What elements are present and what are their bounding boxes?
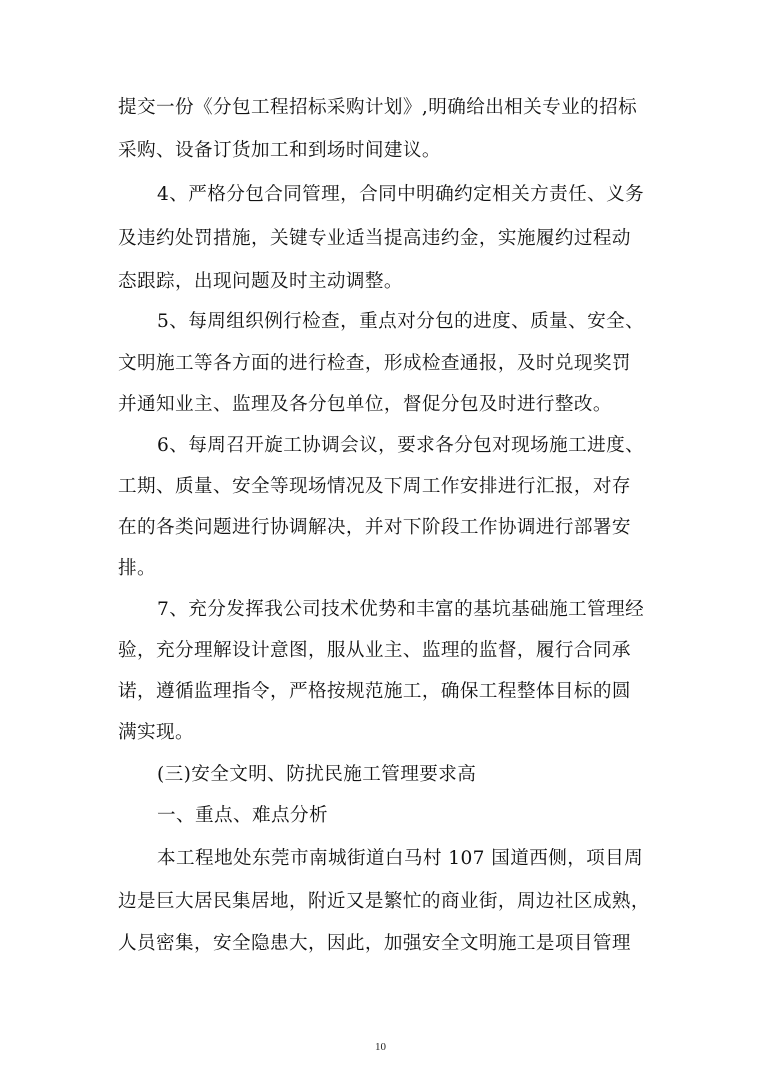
- text-line-21: 人员密集，安全隐患大，因此，加强安全文明施工是项目管理: [118, 933, 631, 954]
- text-line-16: 满实现。: [118, 722, 194, 743]
- text-line-20: 边是巨大居民集居地，附近又是繁忙的商业街，周边社区成熟，: [118, 891, 650, 912]
- text-line-2: 采购、设备订货加工和到场时间建议。: [118, 140, 441, 161]
- subsection-heading: 一、重点、难点分析: [157, 805, 328, 826]
- page-number: 10: [375, 1041, 386, 1053]
- text-line-10: 工期、质量、安全等现场情况及下周工作安排进行汇报，对存: [118, 476, 631, 497]
- text-line-19: 本工程地处东莞市南城街道白马村 107 国道西侧，项目周: [157, 848, 644, 869]
- text-line-4: 及违约处罚措施，关键专业适当提高违约金，实施履约过程动: [118, 228, 631, 249]
- text-line-1: 提交一份《分包工程招标采购计划》,明确给出相关专业的招标: [118, 97, 638, 118]
- text-line-3: 4、严格分包合同管理，合同中明确约定相关方责任、义务: [157, 184, 645, 205]
- text-line-9: 6、每周召开旋工协调会议，要求各分包对现场施工进度、: [157, 435, 645, 456]
- text-line-11: 在的各类问题进行协调解决，并对下阶段工作协调进行部署安: [118, 517, 631, 538]
- section-heading: (三)安全文明、防扰民施工管理要求高: [157, 764, 477, 785]
- text-line-13: 7、充分发挥我公司技术优势和丰富的基坑基础施工管理经: [157, 599, 645, 620]
- text-line-8: 并通知业主、监理及各分包单位，督促分包及时进行整改。: [118, 394, 612, 415]
- text-line-6: 5、每周组织例行检查，重点对分包的进度、质量、安全、: [157, 311, 645, 332]
- text-line-14: 验，充分理解设计意图，服从业主、监理的监督，履行合同承: [118, 640, 631, 661]
- text-line-15: 诺，遵循监理指令，严格按规范施工，确保工程整体目标的圆: [118, 681, 631, 702]
- text-line-12: 排。: [118, 558, 156, 579]
- text-line-7: 文明施工等各方面的进行检查，形成检查通报，及时兑现奖罚: [118, 353, 631, 374]
- text-line-5: 态跟踪，出现问题及时主动调整。: [118, 271, 403, 292]
